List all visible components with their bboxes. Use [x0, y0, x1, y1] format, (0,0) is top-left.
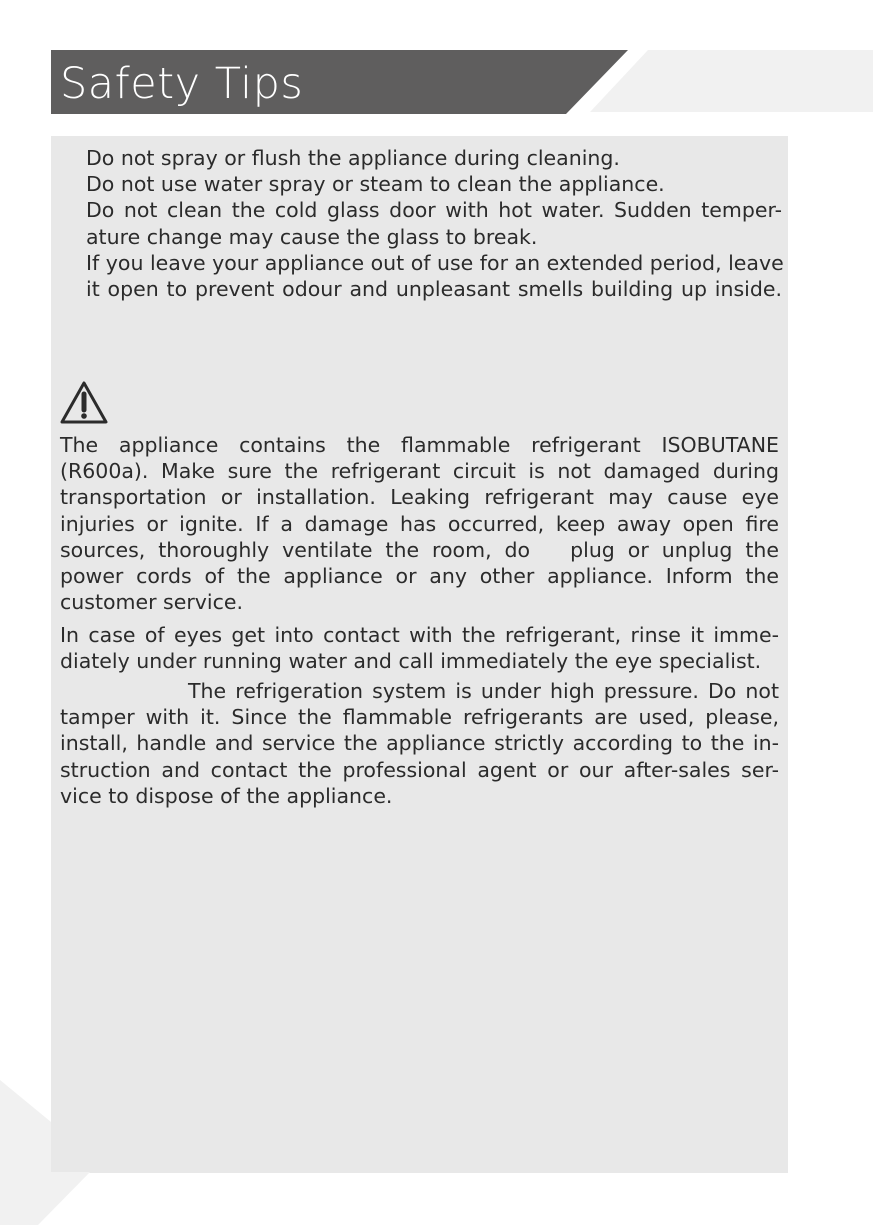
paragraph-line: (R600a). Make sure the refrigerant circuit is not damaged during	[60, 459, 779, 484]
paragraph-line: struction and contact the professional agent or our after-sales ser-	[60, 757, 779, 782]
cleaning-tip: Do not spray or flush the appliance during cleaning.	[86, 146, 620, 170]
header-light-tab	[590, 50, 873, 112]
paragraph-line: injuries or ignite. If a damage has occurred, keep away open fire	[60, 511, 779, 536]
page-title: Safety Tips	[60, 59, 304, 109]
paragraph-line: In case of eyes get into contact with the refrigerant, rinse it imme-	[60, 623, 779, 647]
paragraph-line-part: sources, thoroughly ventilate the room, do	[60, 537, 531, 562]
cleaning-tip: Do not clean the cold glass door with hot water. Sudden temper-	[86, 198, 782, 223]
cleaning-tips	[86, 145, 782, 302]
corner-decoration	[0, 1080, 100, 1225]
paragraph-line: install, handle and service the appliance strictly according to the in-	[60, 731, 779, 756]
cleaning-tip: Do not use water spray or steam to clean the appliance.	[86, 172, 665, 197]
warning-triangle-icon	[59, 380, 109, 426]
paragraph-line	[60, 537, 779, 563]
cleaning-tip: ature change may cause the glass to break.	[86, 224, 538, 249]
paragraph-line-part: plug or unplug the	[570, 537, 780, 562]
cleaning-tip: If you leave your appliance out of use for an extended period, leave	[86, 250, 784, 275]
paragraph-line: customer service.	[60, 590, 243, 615]
paragraph-line: The appliance contains the flammable refrigerant ISOBUTANE	[60, 433, 779, 457]
high-pressure-paragraph	[60, 678, 779, 809]
eye-contact-paragraph	[60, 622, 779, 674]
paragraph-line: vice to dispose of the appliance.	[60, 783, 393, 808]
paragraph-line: transportation or installation. Leaking refrigerant may cause eye	[60, 485, 779, 510]
paragraph-line: The refrigeration system is under high pressure. Do not	[188, 679, 779, 703]
paragraph-line: diately under running water and call immediately the eye specialist.	[60, 649, 762, 674]
paragraph-line: tamper with it. Since the flammable refrigerants are used, please,	[60, 705, 779, 730]
flammable-refrigerant-paragraph	[60, 432, 779, 615]
paragraph-line: power cords of the appliance or any other appliance. Inform the	[60, 564, 779, 589]
cleaning-tip: it open to prevent odour and unpleasant smells building up inside.	[86, 277, 782, 302]
